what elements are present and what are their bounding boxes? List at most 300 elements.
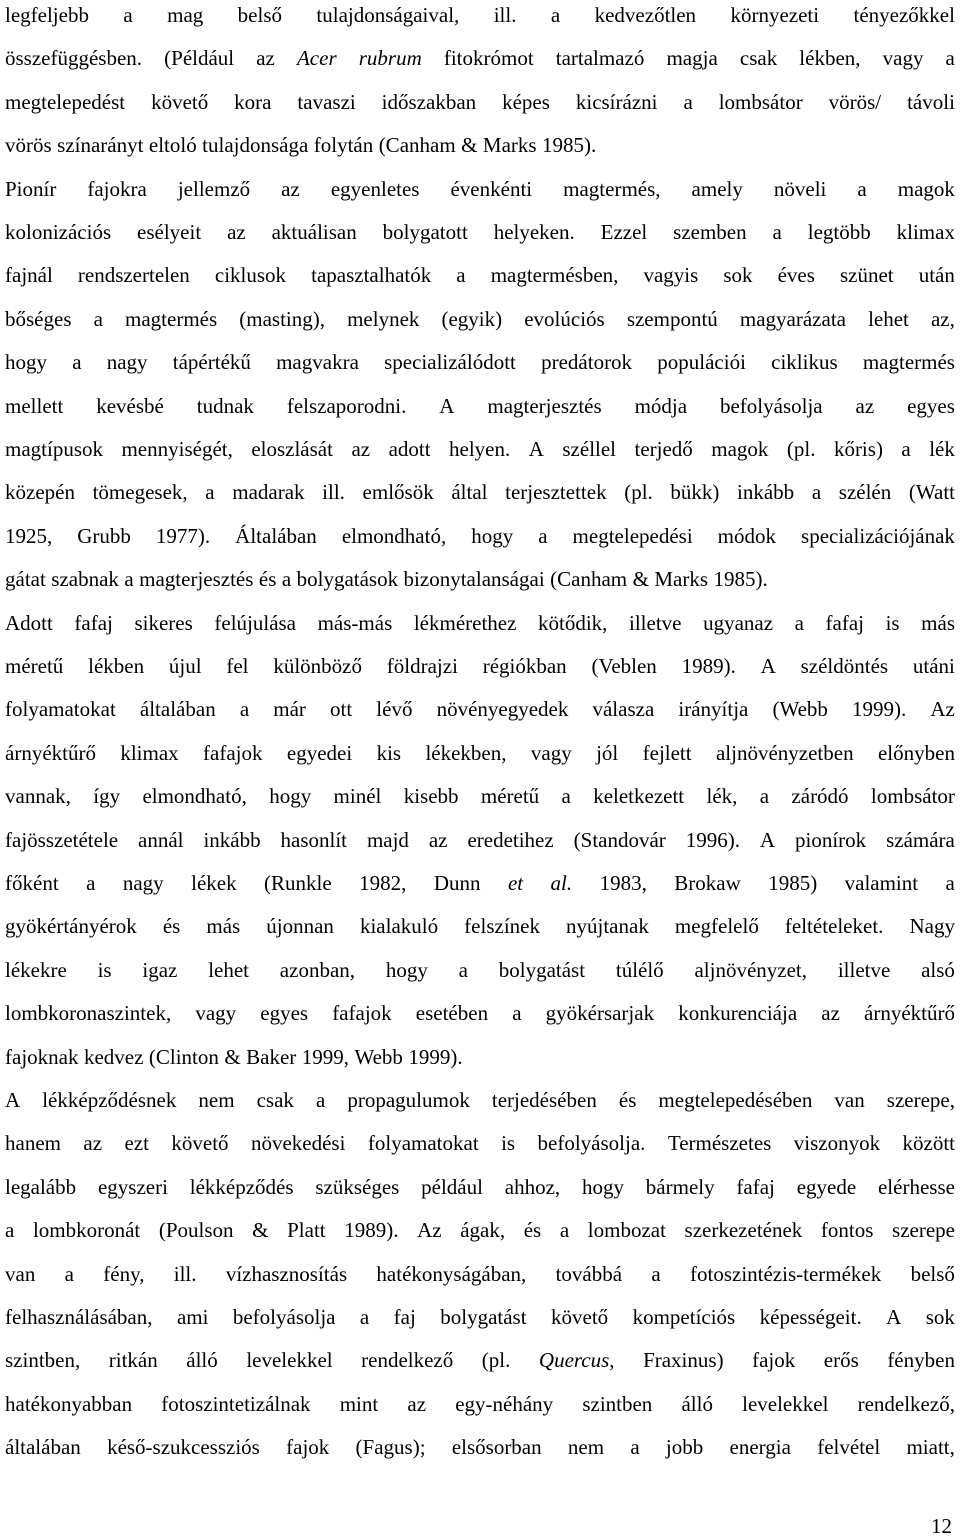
word: fajok [752,1348,796,1373]
word: Brokaw [674,871,741,895]
word: ciklikus [771,350,838,375]
word: megtelepedési [572,523,693,548]
word: a [857,176,867,201]
word: álló [186,1348,218,1373]
word: a [901,437,911,461]
word: eloszlását [251,437,333,461]
word: bizonytalanságai [403,567,545,592]
word: (Például [164,46,235,71]
word: egyenletes [330,176,420,201]
word: lék [929,437,955,461]
word: a [561,784,571,809]
word: lévő [376,697,413,722]
word: lékben, [799,46,861,71]
word: Quercus, [538,1348,615,1373]
word: nagy [106,350,148,375]
text-line [5,781,955,811]
word: után [918,263,955,288]
word: 1925, [5,523,53,548]
word: kora [234,89,272,114]
word: a [458,957,468,982]
word: főként [5,871,59,895]
word: vagy [530,740,572,765]
word: és [523,1218,542,1243]
text-line [5,1085,955,1115]
word: növeli [773,176,827,201]
word: szélén [838,480,892,505]
word: hogy [5,350,47,375]
text-line [5,1345,955,1375]
word: ill. [322,480,345,505]
word: távoli [907,89,955,114]
word: túlélő [615,957,664,982]
word: (pl. [481,1348,511,1373]
word: hogy [385,957,428,982]
word: (Runkle [264,871,332,895]
word: a [772,220,782,244]
word: ahhoz, [504,1174,561,1199]
word: folyamatokat [5,697,116,722]
word: a [239,697,250,722]
word: konkurenciája [678,1001,798,1026]
word: elérhesse [877,1174,955,1199]
word: befolyásolja [232,1305,336,1329]
word: tudnak [196,393,254,418]
word: kedvezőtlen [594,3,697,27]
word: terjedésében [491,1088,597,1112]
word: adott [388,437,431,461]
word: rendszertelen [77,263,190,288]
word: gyökérsarjak [545,1001,655,1026]
text-line [5,87,955,117]
word: összefüggésben. [5,46,143,71]
word: egy-néhány [455,1391,554,1416]
word: Webb [354,1044,403,1069]
word: követő [151,89,209,114]
word: így [93,784,121,809]
text-line [5,1128,955,1158]
word: a [315,1088,326,1112]
text-line [5,521,955,551]
word: A [5,1088,21,1112]
word: fajokra [87,176,147,201]
word: kedvez [83,1044,144,1069]
word: 1989). [681,654,736,678]
text-line [5,304,955,334]
word: módja [634,393,688,418]
word: populációi [657,350,746,375]
text-line [5,1215,955,1245]
word: magterjesztés [139,567,254,592]
word: al. [550,871,573,895]
word: az [281,176,300,201]
word: a [124,567,134,592]
word: 1985). [713,567,768,592]
word: kis [376,740,402,765]
word: mint [339,1391,379,1416]
word: lombozat [587,1218,666,1243]
word: eltoló [148,133,197,158]
word: vagy [195,1001,237,1026]
word: ill. [493,3,517,27]
word: fafaj [736,1174,775,1199]
word: gátat [5,567,46,592]
word: legfeljebb [5,3,89,27]
word: régiókban [482,654,567,678]
word: Ezzel [600,220,648,244]
word: például [421,1174,483,1199]
word: záródó [791,784,849,809]
word: a [93,306,103,331]
text-line [5,564,955,594]
word: szerepe, [886,1088,955,1112]
word: fafajok [332,1001,392,1026]
word: általában [5,1435,81,1460]
word: a [359,1305,370,1329]
text-line [5,174,955,204]
word: Az [930,697,955,722]
word: valamint [844,871,919,895]
word: között [902,1131,955,1156]
word: fafaj [74,610,113,635]
word: az [821,1001,840,1026]
word: nem [567,1435,605,1460]
word: is [97,957,112,982]
word: lékek [191,871,237,895]
word: Baker [246,1044,297,1069]
word: van [5,1261,36,1286]
word: követő [171,1131,229,1156]
word: a [559,1218,570,1243]
text-line [5,477,955,507]
word: A [886,1305,902,1329]
word: csak [256,1088,294,1112]
text-line [5,347,955,377]
word: és [162,914,181,939]
word: esélyeit [137,220,202,244]
word: Fraxinus) [643,1348,724,1373]
word: Acer [296,46,337,71]
word: melynek [347,306,420,331]
word: hatékonyabban [5,1391,133,1416]
word: legtöbb [807,220,871,244]
word: lék, [706,784,738,809]
word: széllel [562,437,617,461]
word: lékképződésnek [42,1088,177,1112]
word: erős [823,1348,859,1373]
word: lehet [868,306,909,331]
word: a [5,1218,15,1243]
word: rendelkező, [857,1391,955,1416]
word: egyes [260,1001,309,1026]
word: környezeti [730,3,820,27]
word: (Canham [378,133,456,158]
word: és [618,1088,637,1112]
word: a [651,1261,661,1286]
word: befolyásolja [719,393,823,418]
word: rubrum [358,46,422,71]
word: az [351,437,371,461]
word: a [794,610,804,635]
word: madarak [232,480,305,505]
word: fotoszintetizálnak [161,1391,311,1416]
word: tapasztalhatók [311,263,432,288]
word: elmondható, [142,784,247,809]
word: A [439,393,455,418]
word: késő-szukcessziós [107,1435,260,1460]
word: megtelepedést [5,89,126,114]
word: fel [226,654,249,678]
word: felvétel [817,1435,881,1460]
word: & [224,1044,241,1069]
word: egyede [796,1174,857,1199]
word: fajoknak [5,1044,79,1069]
word: azonban, [279,957,356,982]
word: lékekre [5,957,67,982]
word: predátorok [541,350,633,375]
text-line [5,998,955,1028]
word: (Watt [908,480,955,505]
word: vörös/ [828,89,882,114]
word: Marks [482,133,537,158]
word: vízhasznosítás [225,1261,348,1286]
word: szükséges [315,1174,400,1199]
word: vörös [5,133,52,158]
word: méretű [480,784,540,809]
word: utáni [912,654,955,678]
word: sok [925,1305,955,1329]
word: inkább [203,827,261,852]
word: előnyben [877,740,955,765]
word: szintben [582,1391,653,1416]
word: ciklusok [214,263,287,288]
word: egyes [907,393,955,418]
word: tényezőkkel [853,3,955,27]
word: az [407,1391,427,1416]
word: (masting), [239,306,325,331]
word: mag [167,3,204,27]
word: 1977). [155,523,211,548]
word: a [64,1261,74,1286]
word: újul [168,654,202,678]
word: növekedési [250,1131,346,1156]
word: vagy [882,46,924,71]
word: lékben [88,654,145,678]
text-line [5,391,955,421]
word: illetve [629,610,682,635]
word: egyedei [286,740,353,765]
word: a [123,3,133,27]
word: már [273,697,306,722]
word: az [855,393,875,418]
word: elmondható, [341,523,447,548]
text-line [5,608,955,638]
word: is [885,610,900,635]
word: bőséges [5,306,72,331]
word: fafajok [203,740,263,765]
word: A [759,827,776,852]
word: sikeres [134,610,193,635]
word: általában [139,697,216,722]
text-line [5,1432,955,1462]
word: szabnak [51,567,119,592]
word: kevésbé [96,393,164,418]
word: az [428,827,448,852]
word: fajösszetétele [5,827,119,852]
word: fitokrómot [443,46,534,71]
word: levelekkel [246,1348,333,1373]
word: felhasználásában, [5,1305,153,1329]
word: befolyásolja. [537,1131,646,1156]
word: irányítja [678,697,749,722]
word: levelekkel [742,1391,829,1416]
word: árnyéktűrő [864,1001,955,1026]
word: fajok [286,1435,330,1460]
word: Dunn [433,871,481,895]
word: annál [138,827,184,852]
word: klimax [896,220,955,244]
word: magtermés [862,350,955,375]
word: magvakra [276,350,359,375]
word: jól [596,740,619,765]
word: ezt [124,1131,149,1156]
word: sok [723,263,753,288]
word: energia [729,1435,791,1460]
word: nyújtanak [566,914,649,939]
word: lehet [208,957,249,982]
word: 1996). [685,827,740,852]
word: & [461,133,478,158]
word: illetve [837,957,891,982]
text-line [5,1302,955,1332]
word: Általában [235,523,317,548]
word: a [759,784,770,809]
word: más [921,610,955,635]
word: és [258,567,277,592]
word: Az [417,1218,442,1243]
word: & [632,567,649,592]
word: (Fagus); [355,1435,426,1460]
word: terjedő [634,437,693,461]
text-line [5,825,955,855]
word: 1983, [599,871,647,895]
word: növényegyedek [436,697,569,722]
word: a [811,480,822,505]
text-line [5,434,955,464]
word: (Veblen [591,654,657,678]
word: rendelkező [361,1348,454,1373]
word: jobb [665,1435,704,1460]
word: a [512,1001,522,1026]
word: belső [910,1261,955,1286]
word: miatt, [906,1435,955,1460]
word: hanem [5,1131,61,1156]
word: (Canham [550,567,628,592]
word: lékképződés [189,1174,294,1199]
word: tulajdonsága [202,133,309,158]
word: magterjesztés [487,393,602,418]
word: bolygatott [382,220,468,244]
word: magtermésben, [490,263,619,288]
word: újonnan [266,914,334,939]
word: a [550,3,561,27]
word: vagyis [643,263,699,288]
word: magtermés, [563,176,661,201]
word: helyeken. [493,220,575,244]
word: magtermés [125,306,218,331]
word: ugyanaz [703,610,774,635]
word: hatékonyságában, [376,1261,527,1286]
word: alsó [921,957,955,982]
text-line [5,43,955,73]
word: a [72,350,82,375]
word: viszonyok [793,1131,881,1156]
word: bolygatást [440,1305,527,1329]
word: a [281,567,292,592]
word: különböző [273,654,362,678]
word: magtípusok [5,437,103,461]
word: árnyéktűrő [5,740,96,765]
text-line [5,738,955,768]
word: ill. [173,1261,197,1286]
word: kicsírázni [575,89,658,114]
text-line [5,1172,955,1202]
word: módok [717,523,777,548]
word: számára [886,827,955,852]
text-line [5,217,955,247]
word: lombsátor [718,89,803,114]
word: tartalmazó [555,46,645,71]
word: mennyiségét, [121,437,233,461]
word: megtelepedésében [658,1088,813,1112]
word: kötődik, [538,610,608,635]
word: bolygatások [296,567,399,592]
word: tápértékű [172,350,251,375]
text-line [5,1259,955,1289]
word: szünet [839,263,894,288]
word: kolonizációs [5,220,112,244]
word: a [945,871,955,895]
word: álló [681,1391,713,1416]
word: ritkán [108,1348,158,1373]
word: (pl. [786,437,816,461]
word: éves [777,263,815,288]
word: minél [333,784,382,809]
word: aktuálisan [271,220,357,244]
word: lékmérethez [413,610,517,635]
word: fény, [103,1261,145,1286]
word: Nagy [909,914,955,939]
word: az [83,1131,103,1156]
word: klimax [120,740,179,765]
page-number: 12 [931,1514,952,1538]
text-line [5,651,955,681]
word: magyarázata [739,306,846,331]
word: van [834,1088,865,1112]
word: Grubb [77,523,131,548]
word: közepén [5,480,75,505]
word: ott [330,697,353,722]
text-line [5,694,955,724]
word: A [528,437,544,461]
word: (Clinton [148,1044,219,1069]
word: szerepe [892,1218,955,1243]
word: képességeit. [759,1305,862,1329]
word: lékekben, [425,740,507,765]
word: továbbá [555,1261,623,1286]
word: fényben [887,1348,955,1373]
word: lombkoronát [32,1218,141,1243]
